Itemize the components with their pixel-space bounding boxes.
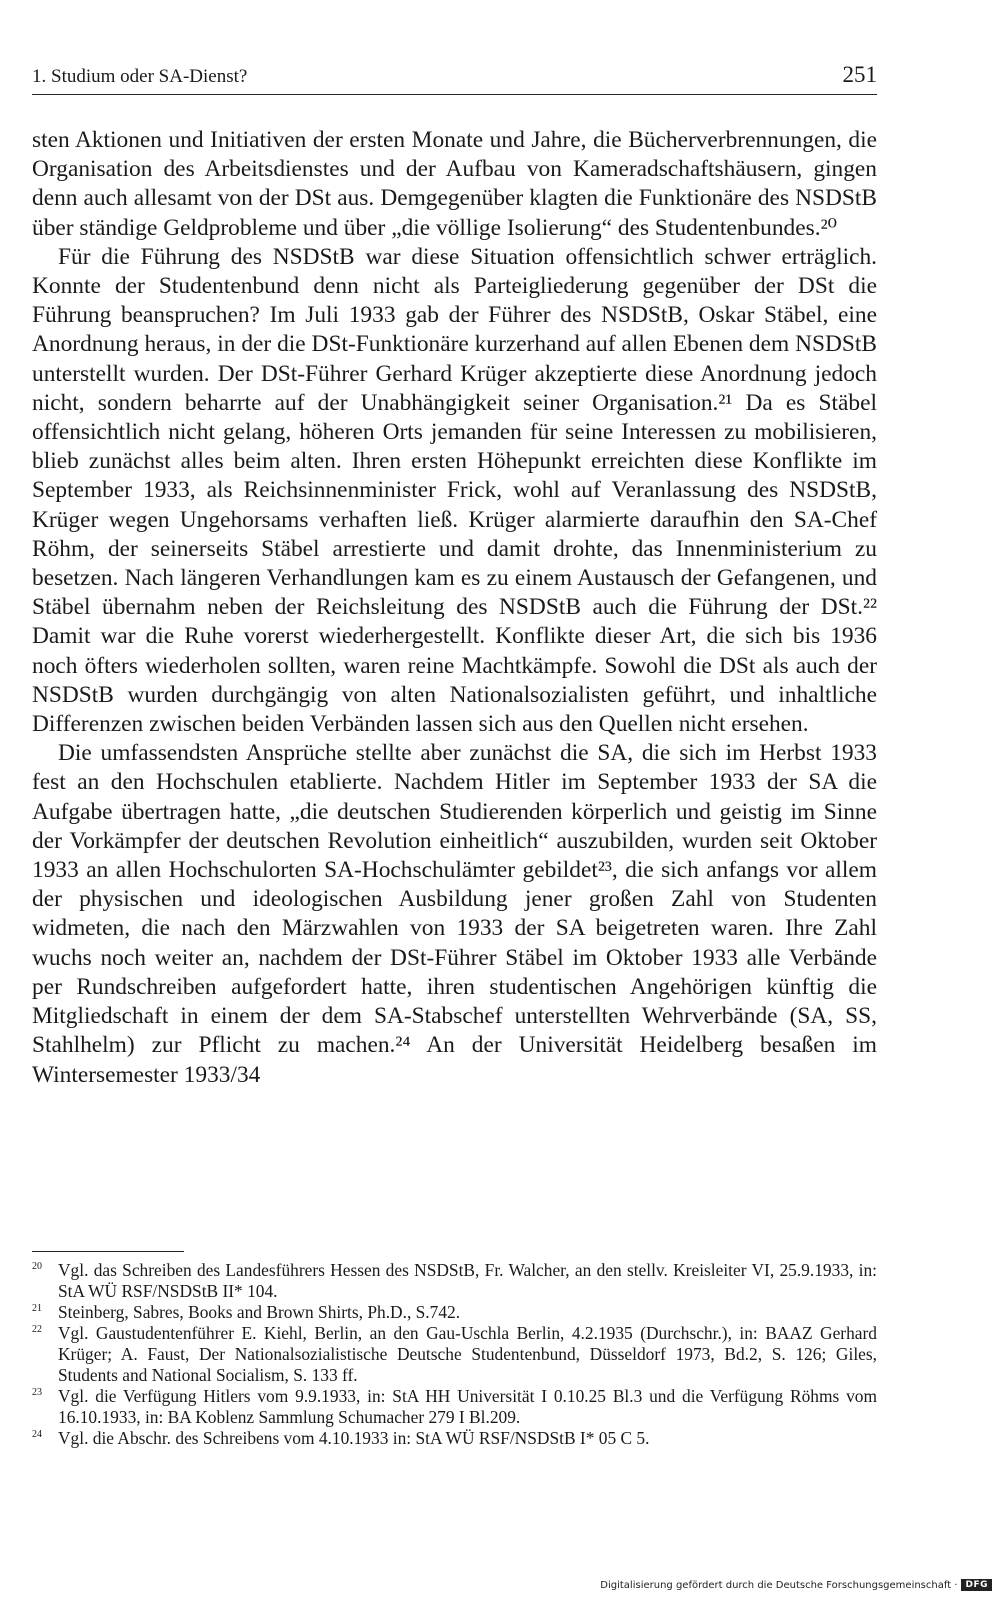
footnote-text: Vgl. die Verfügung Hitlers vom 9.9.1933, in: StA HH Universität I 0.10.25 Bl.3 und die Verfügung Röhms vom 16.10.1933, in: BA Koblenz Sammlung Schumacher 279 I Bl.209. (58, 1386, 877, 1427)
footnote-text: Steinberg, Sabres, Books and Brown Shirts, Ph.D., S.742. (58, 1302, 461, 1322)
footnote-23 (32, 1386, 877, 1428)
footnote-number: 21 (32, 1303, 42, 1314)
footnote-21 (32, 1302, 877, 1323)
dfg-logo: DFG (961, 1579, 992, 1591)
paragraph-1: sten Aktionen und Initiativen der ersten Monate und Jahre, die Bücherverbrennungen, die Organisation des Arbeitsdienstes und der Aufbau von Kameradschaftshäusern, gingen denn auch allesamt von der DSt aus. Demgegenüber klagten die Funktionäre des NSDStB über ständige Geldprobleme und über „die völlige Isolierung“ des Studentenbundes.²⁰ (32, 127, 877, 241)
credit-text: Digitalisierung gefördert durch die Deutsche Forschungsgemeinschaft · (600, 1579, 958, 1591)
main-text (32, 126, 877, 1090)
running-header (32, 62, 877, 95)
footnote-number: 23 (32, 1387, 42, 1398)
paragraph-3: Die umfassendsten Ansprüche stellte aber zunächst die SA, die sich im Herbst 1933 fest an den Hochschulen etablierte. Nachdem Hitler im September 1933 der SA die Aufgabe übertragen hatte, „die deutschen Studierenden körperlich und geistig im Sinne der Vorkämpfer der deutschen Revolution einheitlich“ auszubilden, wurden seit Oktober 1933 an allen Hochschulorten SA-Hochschulämter gebildet²³, die sich anfangs vor allem der physischen und ideologischen Ausbildung jener großen Zahl von Studenten widmeten, die nach den Märzwahlen von 1933 der SA beigetreten waren. Ihre Zahl wuchs noch weiter an, nachdem der DSt-Führer Stäbel im Oktober 1933 alle Verbände per Rundschreiben aufgefordert hatte, ihren studentischen Angehörigen künftig die Mitgliedschaft in einem der dem SA-Stabschef unterstellten Wehrverbände (SA, SS, Stahlhelm) zur Pflicht zu machen.²⁴ An der Universität Heidelberg besaßen im Wintersemester 1933/34 (32, 740, 877, 1088)
digitization-credit (600, 1579, 992, 1591)
footnote-22 (32, 1323, 877, 1386)
footnote-number: 20 (32, 1261, 42, 1272)
footnote-number: 22 (32, 1324, 42, 1335)
footnote-number: 24 (32, 1429, 42, 1440)
footnote-text: Vgl. die Abschr. des Schreibens vom 4.10.1933 in: StA WÜ RSF/NSDStB I* 05 C 5. (58, 1428, 650, 1448)
footnote-24 (32, 1428, 877, 1449)
footnote-20 (32, 1260, 877, 1302)
page-number: 251 (842, 62, 877, 87)
footnotes (32, 1260, 877, 1449)
paragraph-2: Für die Führung des NSDStB war diese Situation offensichtlich schwer erträglich. Konnte der Studentenbund denn nicht als Parteigliederung gegenüber der DSt die Führung beanspruchen? Im Juli 1933 gab der Führer des NSDStB, Oskar Stäbel, eine Anordnung heraus, in der die DSt-Funktionäre kurzerhand auf allen Ebenen dem NSDStB unterstellt wurden. Der DSt-Führer Gerhard Krüger akzeptierte diese Anordnung jedoch nicht, sondern beharrte auf der Unabhängigkeit seiner Organisation.²¹ Da es Stäbel offensichtlich nicht gelang, höheren Orts jemanden für seine Interessen zu mobilisieren, blieb zunächst alles beim alten. Ihren ersten Höhepunkt erreichten diese Konflikte im September 1933, als Reichsinnenminister Frick, wohl auf Veranlassung des NSDStB, Krüger wegen Ungehorsams verhaften ließ. Krüger alarmierte daraufhin den SA-Chef Röhm, der seinerseits Stäbel arrestierte und damit drohte, das Innenministerium zu besetzen. Nach längeren Verhandlungen kam es zu einem Austausch der Gefangenen, und Stäbel übernahm neben der Reichsleitung des NSDStB auch die Führung der DSt.²² Damit war die Ruhe vorerst wiederhergestellt. Konflikte dieser Art, die sich bis 1936 noch öfters wiederholen sollten, waren reine Machtkämpfe. Sowohl die DSt als auch der NSDStB wurden durchgängig von alten Nationalsozialisten geführt, und inhaltliche Differenzen zwischen beiden Verbänden lassen sich aus den Quellen nicht ersehen. (32, 243, 877, 738)
chapter-title: 1. Studium oder SA-Dienst? (32, 66, 248, 87)
footnote-text: Vgl. das Schreiben des Landesführers Hessen des NSDStB, Fr. Walcher, an den stellv. Kreisleiter VI, 25.9.1933, in: StA WÜ RSF/NSDStB II* 104. (58, 1260, 877, 1301)
footnote-rule (32, 1251, 184, 1252)
footnote-text: Vgl. Gaustudentenführer E. Kiehl, Berlin, an den Gau-Uschla Berlin, 4.2.1935 (Durchschr.), in: BAAZ Gerhard Krüger; A. Faust, Der Nationalsozialistische Deutsche Studentenbund, Düsseldorf 1973, Bd.2, S. 126; Giles, Students and National Socialism, S. 133 ff. (58, 1323, 877, 1385)
